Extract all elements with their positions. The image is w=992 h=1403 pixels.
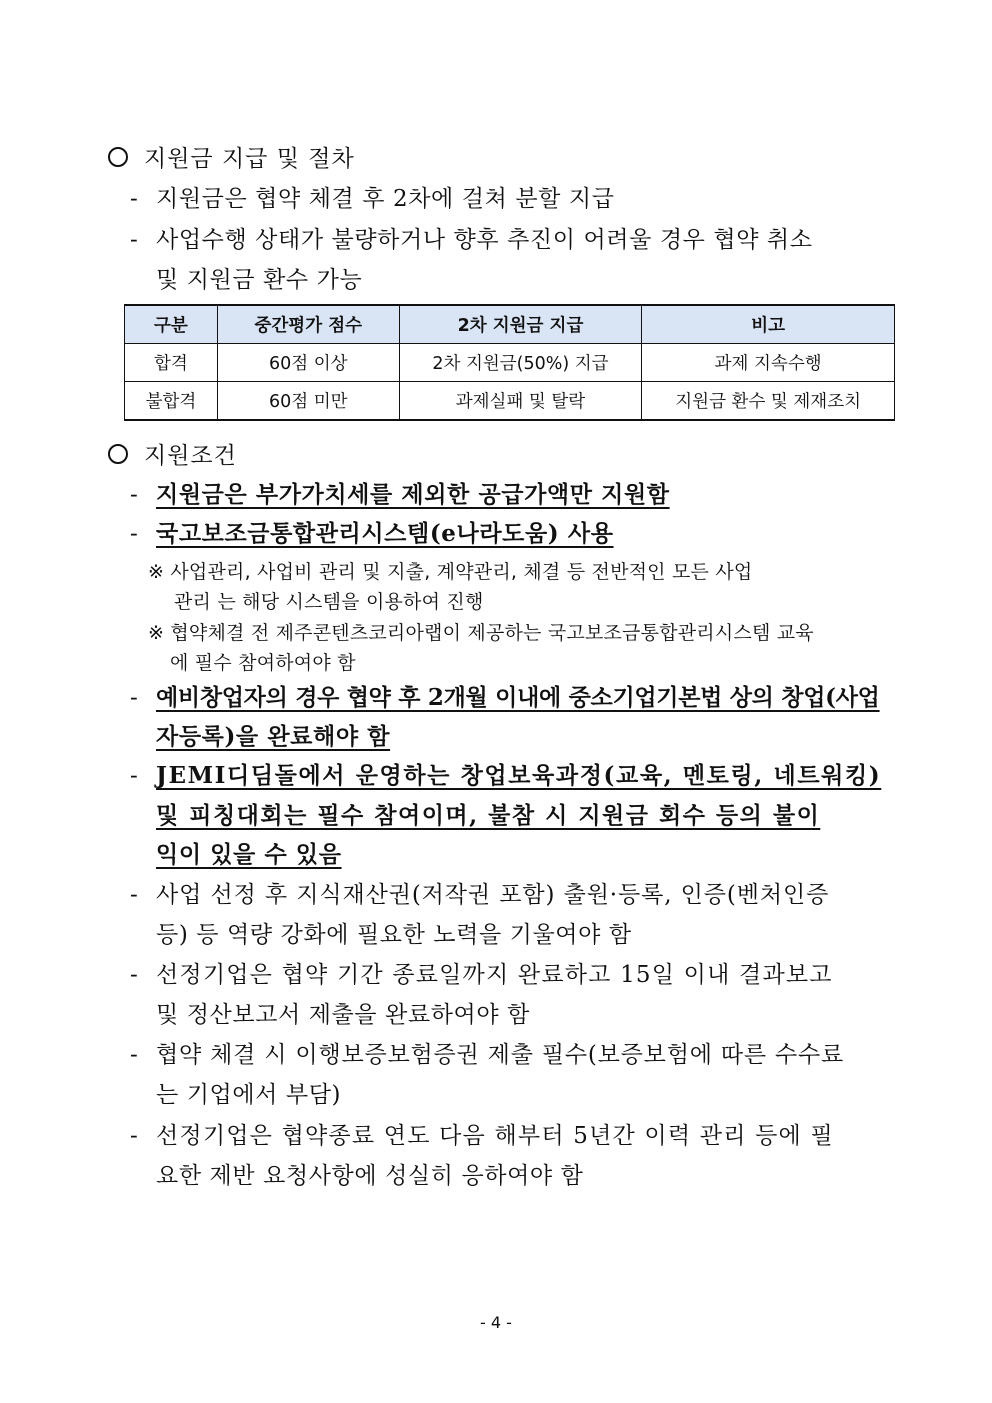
note-item: ※ 협약체결 전 제주콘텐츠코리아랩이 제공하는 국고보조금통합관리시스템 교육: [148, 622, 814, 644]
table-cell: 과제실패 및 탈락: [399, 382, 642, 421]
evaluation-table: [124, 304, 895, 421]
table-row: [125, 344, 895, 382]
list-item-continuation: 및 정산보고서 제출을 완료하여야 함: [156, 1002, 530, 1028]
table-row: [125, 382, 895, 421]
table-cell: 2차 지원금(50%) 지급: [399, 344, 642, 382]
section-heading-conditions: 지원조건: [108, 437, 237, 470]
list-item: - 사업수행 상태가 불량하거나 향후 추진이 어려울 경우 협약 취소: [130, 227, 813, 253]
bullet-circle-icon: [108, 444, 128, 464]
list-item: - 선정기업은 협약종료 연도 다음 해부터 5년간 이력 관리 등에 필: [130, 1123, 834, 1149]
list-item: - 예비창업자의 경우 협약 후 2개월 이내에 중소기업기본법 상의 창업(사업: [130, 684, 880, 711]
note-continuation: 에 필수 참여하여야 함: [170, 652, 356, 674]
list-item-continuation: 및 지원금 환수 가능: [156, 267, 363, 293]
list-item: - 국고보조금통합관리시스템(e나라도움) 사용: [130, 520, 614, 547]
list-item-continuation: 자등록)을 완료해야 함: [156, 723, 391, 750]
note-continuation: 관리 는 해당 시스템을 이용하여 진행: [174, 591, 484, 613]
list-item: - 사업 선정 후 지식재산권(저작권 포함) 출원·등록, 인증(벤처인증: [130, 882, 830, 908]
table-cell: 과제 지속수행: [642, 344, 895, 382]
table-header-cell: 비고: [642, 305, 895, 344]
list-item: - 선정기업은 협약 기간 종료일까지 완료하고 15일 이내 결과보고: [130, 962, 833, 988]
table-cell: 지원금 환수 및 제재조치: [642, 382, 895, 421]
list-item-continuation: 요한 제반 요청사항에 성실히 응하여야 함: [156, 1163, 584, 1189]
note-item: ※ 사업관리, 사업비 관리 및 지출, 계약관리, 체결 등 전반적인 모든 사업: [148, 561, 753, 583]
table-header-cell: 구분: [125, 305, 218, 344]
list-item: - 지원금은 부가가치세를 제외한 공급가액만 지원함: [130, 481, 670, 508]
table-cell: 합격: [125, 344, 218, 382]
list-item: - 지원금은 협약 체결 후 2차에 걸쳐 분할 지급: [130, 186, 615, 212]
table-cell: 불합격: [125, 382, 218, 421]
list-item: - 협약 체결 시 이행보증보험증권 제출 필수(보증보험에 따른 수수료: [130, 1042, 845, 1068]
list-item: - JEMI디딤돌에서 운영하는 창업보육과정(교육, 멘토링, 네트워킹): [130, 762, 882, 789]
list-item-continuation: 및 피칭대회는 필수 참여이며, 불참 시 지원금 회수 등의 불이: [156, 802, 821, 829]
section-heading-funding: 지원금 지급 및 절차: [108, 140, 355, 173]
list-item-continuation: 는 기업에서 부담): [156, 1082, 342, 1108]
list-item-continuation: 등) 등 역량 강화에 필요한 노력을 기울여야 함: [156, 922, 632, 948]
table-header-row: [125, 305, 895, 344]
table-header-cell: 중간평가 점수: [217, 305, 399, 344]
bullet-circle-icon: [108, 147, 128, 167]
page-number: - 4 -: [480, 1313, 512, 1332]
list-item-continuation: 익이 있을 수 있음: [156, 841, 342, 868]
table-header-cell: 2차 지원금 지급: [399, 305, 642, 344]
table-cell: 60점 미만: [217, 382, 399, 421]
table-cell: 60점 이상: [217, 344, 399, 382]
